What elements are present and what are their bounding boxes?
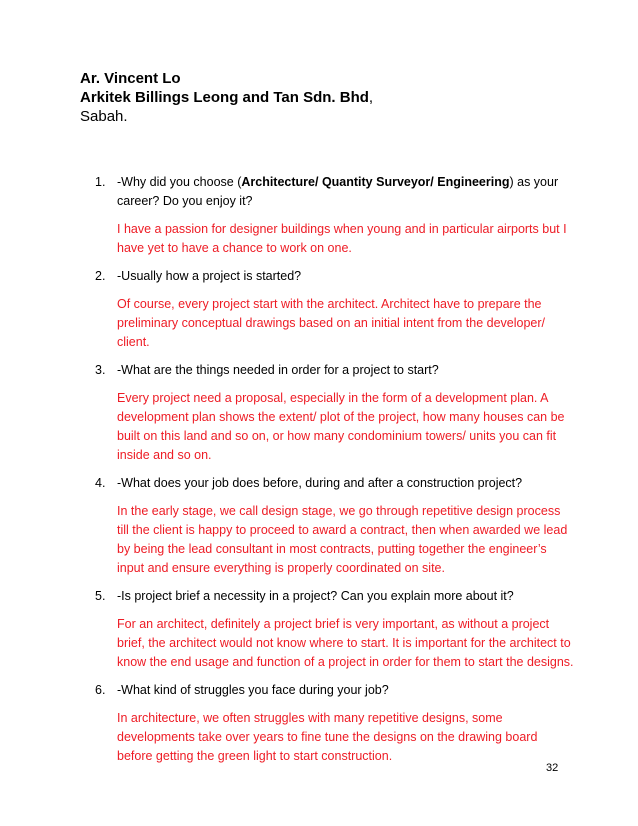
question-suffix: ) as your career? Do you enjoy it? [117,175,559,208]
interviewee-company-line [80,88,373,107]
interviewee-header [80,69,373,126]
question-number: 5. [95,589,106,603]
question-number: 2. [95,269,106,283]
interviewee-name: Ar. Vincent Lo [80,70,181,87]
answer-text: In the early stage, we call design stage, we go through repetitive design process till the client is happy to proceed to award a contract, then when awarded we lead by being the lead consultant in most contracts, putting together the engineer’s input and ensure everything is properly coordinated on site. [117,504,568,575]
question-number: 1. [95,175,106,189]
interview-qa-list [95,173,575,775]
question-text: -What are the things needed in order for a project to start? [117,363,439,377]
qa-item-3 [95,361,575,465]
interviewee-location: Sabah. [80,108,128,125]
question-prefix: -Why did you choose ( [117,175,242,189]
answer-text: For an architect, definitely a project brief is very important, as without a project brief, the architect would not know where to start. It is important for the architect to know the end usage and function of a project in order for them to start the designs. [117,617,574,669]
question-number: 6. [95,683,106,697]
question-text: -What does your job does before, during and after a construction project? [117,476,523,490]
question-text [117,173,575,211]
company-suffix: , [368,89,374,106]
answer-text: I have a passion for designer buildings when young and in particular airports but I have yet to have a chance to work on one. [117,222,567,255]
question-number: 3. [95,363,106,377]
question-number: 4. [95,476,106,490]
interviewee-company: Arkitek Billings Leong and Tan Sdn. Bhd [80,89,369,106]
question-text: -Usually how a project is started? [117,269,302,283]
qa-item-4 [95,474,575,578]
qa-item-6 [95,681,575,766]
answer-text: Of course, every project start with the architect. Architect have to prepare the preliminary conceptual drawings based on an initial intent from the developer/ client. [117,297,546,349]
qa-item-1 [95,173,575,258]
question-text: -What kind of struggles you face during your job? [117,683,389,697]
qa-item-2 [95,267,575,352]
page-number: 32 [546,762,559,774]
answer-text: In architecture, we often struggles with many repetitive designs, some developments take over years to fine tune the designs on the drawing board before getting the green light to start construction. [117,711,538,763]
answer-text: Every project need a proposal, especially in the form of a development plan. A development plan shows the extent/ plot of the project, how many houses can be built on this land and so on, or how many condominium towers/ units you can fit inside and so on. [117,391,565,462]
qa-item-5 [95,587,575,672]
question-bold-roles: Architecture/ Quantity Surveyor/ Engineering [241,175,510,189]
question-text: -Is project brief a necessity in a project? Can you explain more about it? [117,589,514,603]
